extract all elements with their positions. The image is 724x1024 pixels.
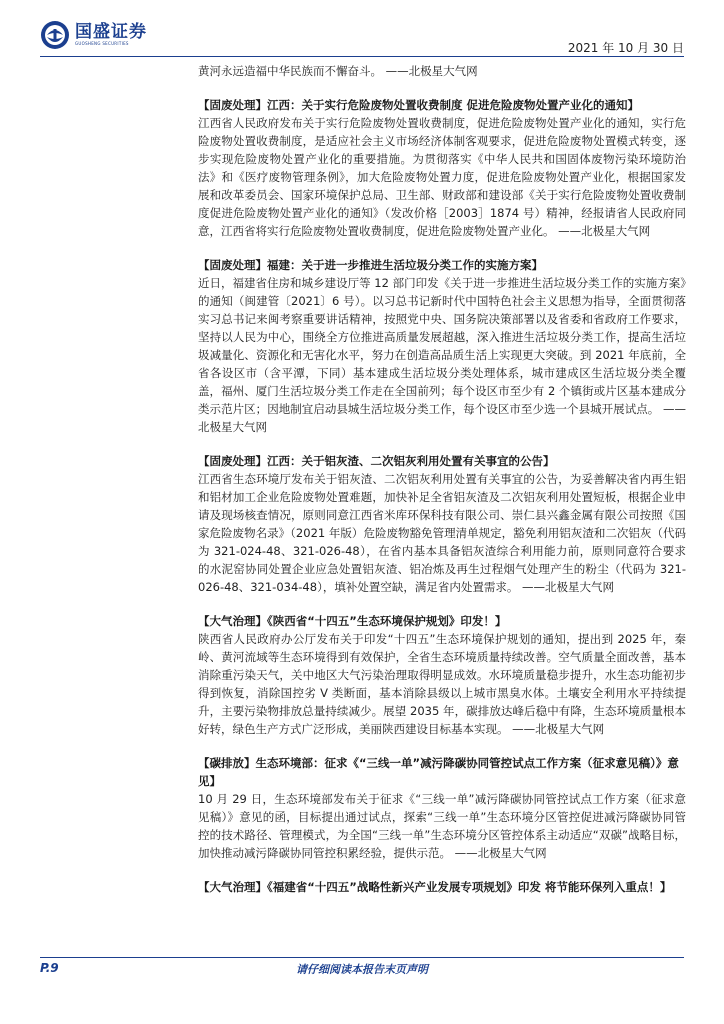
footer-disclaimer: 请仔细阅读本报告末页声明 xyxy=(296,963,428,976)
news-title: 【碳排放】生态环境部：征求《“三线一单”减污降碳协同管控试点工作方案（征求意见稿）》意见】 xyxy=(198,756,679,788)
guosheng-logo-icon xyxy=(40,20,70,50)
header-divider xyxy=(40,56,684,57)
news-body: 江西省生态环境厅发布关于铝灰渣、二次铝灰利用处置有关事宜的公告，为妥善解决省内再生铝和铝材加工企业危险废物处置难题，加快补足全省铝灰渣及二次铝灰利用处置短板，根据企业申请及现场核查情况，原则同意江西省米库环保科技有限公司、崇仁县兴鑫金属有限公司按照《国家危险废物名录》（2021 年版）危险废物豁免管理清单规定，豁免利用铝灰渣和二次铝灰（代码为 321-024-48、321-026-48），在省内基本具备铝灰渣综合利用能力前，原则同意符合要求的水泥窑协同处置企业应急处置铝灰渣、铝冶炼及再生过程烟气处理产生的粉尘（代码为 321-026-48、321-034-48），填补处置空缺，满足省内处置需求。 ——北极星大气网 xyxy=(198,472,686,594)
news-body: 近日，福建省住房和城乡建设厅等 12 部门印发《关于进一步推进生活垃圾分类工作的实施方案》的通知（闽建管〔2021〕6 号）。以习总书记新时代中国特色社会主义思想为指导，全面贯彻落实习总书记来闽考察重要讲话精神，按照党中央、国务院决策部署以及省委和省政府工作要求，坚持以人民为中心，围绕全方位推进高质量发展超越，深入推进生活垃圾分类工作，提高生活垃圾减量化、资源化和无害化水平，努力在创造高品质生活上实现更大突破。到 2021 年底前，全省各设区市（含平潭，下同）基本建成生活垃圾分类处理体系，城市建成区生活垃圾分类全覆盖，福州、厦门生活垃圾分类工作走在全国前列；每个设区市至少有 2 个镇街或片区基本建成分类示范片区；因地制宜启动县城生活垃圾分类工作，每个设区市至少选一个县城开展试点。 ——北极星大气网 xyxy=(198,276,686,434)
news-title: 【大气治理】《陕西省“十四五”生态环境保护规划》印发！】 xyxy=(198,614,507,628)
news-item xyxy=(198,96,686,240)
news-title: 【固废处理】江西：关于实行危险废物处置收费制度 促进危险废物处置产业化的通知】 xyxy=(198,98,639,112)
main-content xyxy=(198,62,686,896)
news-title: 【大气治理】《福建省“十四五”战略性新兴产业发展专项规划》印发 将节能环保列入重点！】 xyxy=(198,880,672,894)
news-item xyxy=(198,878,686,896)
news-item xyxy=(198,612,686,738)
news-title: 【固废处理】福建：关于进一步推进生活垃圾分类工作的实施方案】 xyxy=(198,258,543,272)
news-body: 江西省人民政府发布关于实行危险废物处置收费制度，促进危险废物处置产业化的通知，实行危险废物处置收费制度，是适应社会主义市场经济体制客观要求，促进危险废物处置模式转变，逐步实现危险废物处置产业化的重要措施。为贯彻落实《中华人民共和国固体废物污染环境防治法》和《医疗废物管理条例》，加大危险废物处置力度，促进危险废物处置产业化，根据国家发展和改革委员会、国家环境保护总局、卫生部、财政部和建设部《关于实行危险废物处置收费制度促进危险废物处置产业化的通知》（发改价格［2003］1874 号）精神，经报请省人民政府同意，江西省将实行危险废物处置收费制度，促进危险废物处置产业化。 ——北极星大气网 xyxy=(198,116,686,238)
intro-paragraph: 黄河永远造福中华民族而不懈奋斗。 ——北极星大气网 xyxy=(198,64,478,78)
news-item xyxy=(198,256,686,436)
news-item xyxy=(198,452,686,596)
logo-chinese-name: 国盛证券 xyxy=(75,22,147,42)
news-body: 10 月 29 日，生态环境部发布关于征求《“三线一单”减污降碳协同管控试点工作方案（征求意见稿）》意见的函，目标提出通过试点，探索“三线一单”生态环境分区管控促进减污降碳协同管控的技术路径、管理模式，为全国“三线一单”生态环境分区管控体系主动适应“双碳”战略目标，加快推动减污降碳协同管控积累经验，提供示范。 ——北极星大气网 xyxy=(198,792,686,860)
logo-english-name: GUOSHENG SECURITIES xyxy=(75,41,129,46)
footer-divider xyxy=(40,957,684,958)
report-date: 2021 年 10 月 30 日 xyxy=(567,41,684,55)
page-header xyxy=(0,0,724,60)
news-item xyxy=(198,754,686,862)
page-number: P.9 xyxy=(40,961,59,975)
news-body: 陕西省人民政府办公厅发布关于印发“十四五”生态环境保护规划的通知，提出到 2025 年，秦岭、黄河流域等生态环境得到有效保护，全省生态环境质量持续改善。空气质量全面改善，基本消除重污染天气，关中地区大气污染治理取得明显成效。水环境质量稳步提升，水生态功能初步得到恢复，消除国控劣 V 类断面，基本消除县级以上城市黑臭水体。土壤安全利用水平持续提升，主要污染物排放总量持续减少。展望 2035 年，碳排放达峰后稳中有降，生态环境质量根本好转，绿色生产方式广泛形成，美丽陕西建设目标基本实现。 ——北极星大气网 xyxy=(198,632,686,736)
company-logo xyxy=(40,20,147,50)
news-title: 【固废处理】江西：关于铝灰渣、二次铝灰利用处置有关事宜的公告】 xyxy=(198,454,555,468)
